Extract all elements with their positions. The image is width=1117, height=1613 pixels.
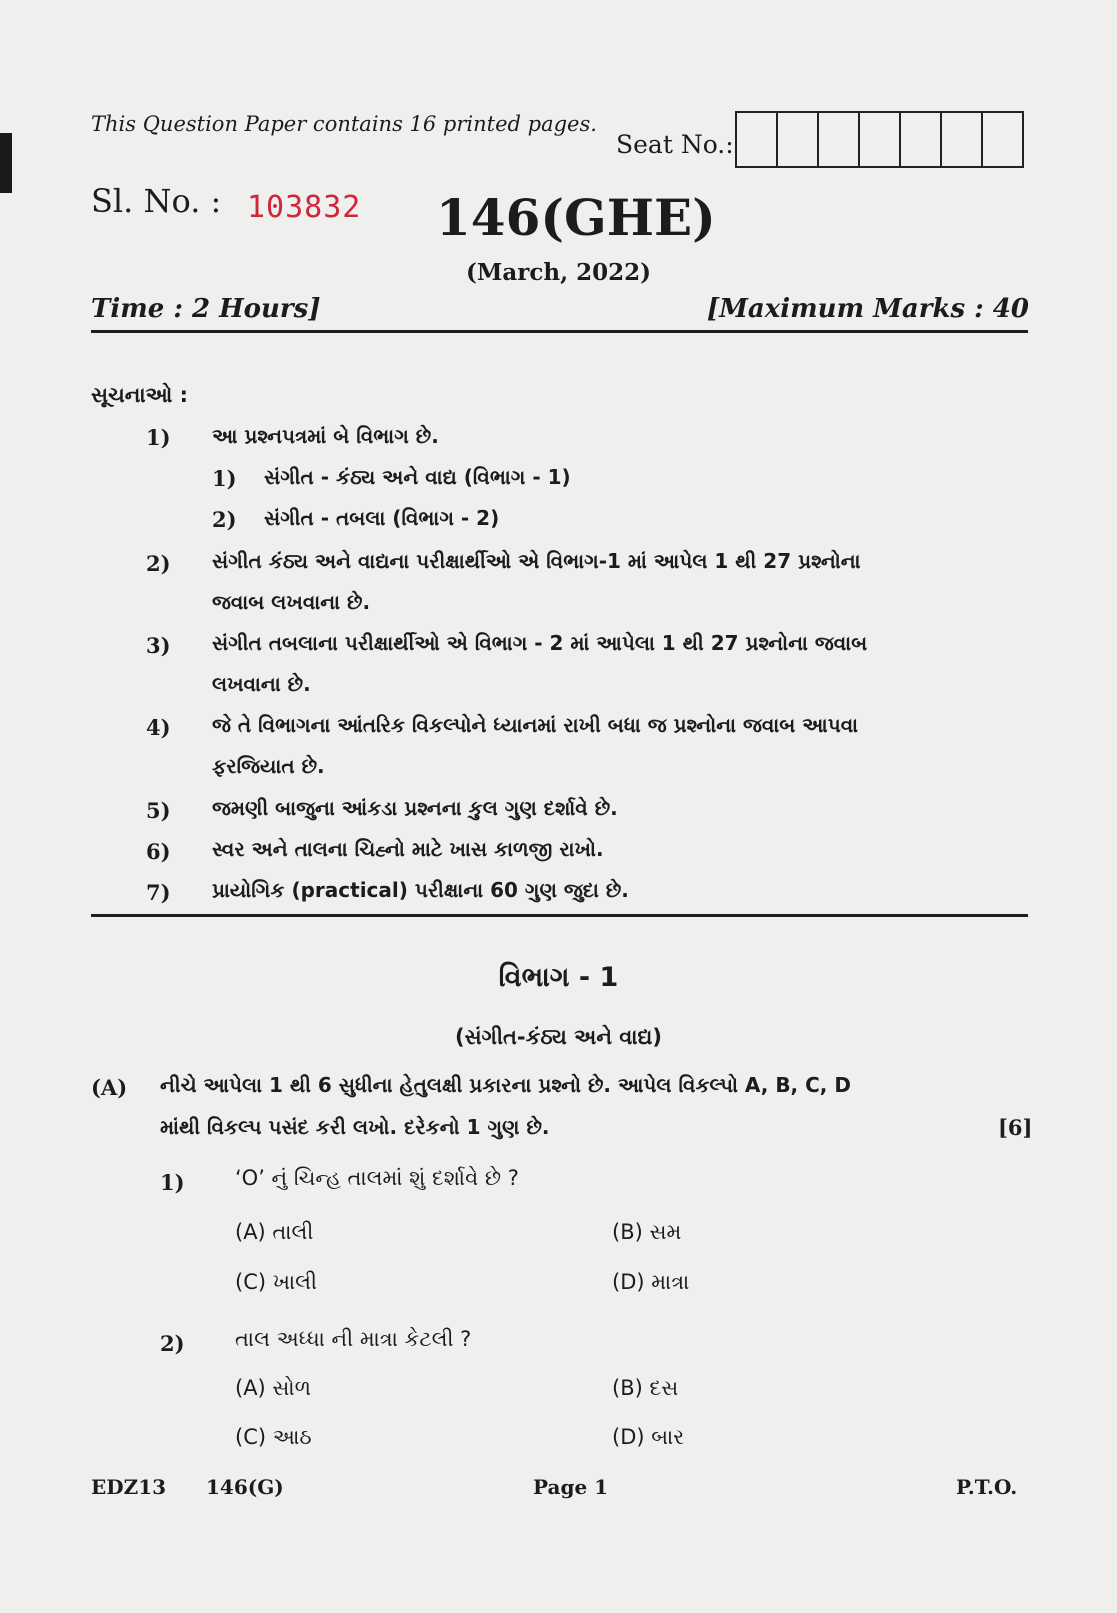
option-b: (B) દસ	[612, 1376, 679, 1400]
header-divider	[91, 330, 1028, 333]
exam-date: (March, 2022)	[466, 259, 651, 286]
instruction-number: 5)	[146, 798, 171, 823]
instruction-sub-number: 2)	[212, 507, 237, 532]
seat-number-boxes[interactable]	[735, 111, 1024, 168]
instruction-text-continued: લખવાના છે.	[212, 672, 311, 696]
instruction-number: 2)	[146, 551, 171, 576]
scan-edge-mark	[0, 133, 12, 193]
option-b: (B) સમ	[612, 1220, 682, 1244]
instruction-text-continued: જવાબ લખવાના છે.	[212, 590, 371, 614]
seat-digit-box[interactable]	[899, 113, 940, 166]
question-text: તાલ અધ્ધા ની માત્રા કેટલી ?	[235, 1327, 472, 1351]
part-instruction: નીચે આપેલા 1 થી 6 સુધીના હેતુલક્ષી પ્રકારના પ્રશ્નો છે. આપેલ વિકલ્પો A, B, C, D	[160, 1073, 851, 1097]
instructions-divider	[91, 914, 1028, 917]
option-c: (C) આઠ	[235, 1425, 312, 1449]
question-text: ‘O’ નું ચિન્હ તાલમાં શું દર્શાવે છે ?	[235, 1166, 519, 1190]
footer-code: EDZ13	[91, 1475, 167, 1499]
option-d: (D) બાર	[612, 1425, 685, 1449]
seat-digit-box[interactable]	[981, 113, 1022, 166]
instruction-number: 7)	[146, 880, 171, 905]
maximum-marks: [Maximum Marks : 40	[706, 294, 1029, 324]
section-subtitle: (સંગીત-કંઠ્ય અને વાદ્ય)	[455, 1025, 662, 1049]
instruction-sub-text: સંગીત - કંઠ્ય અને વાદ્ય (વિભાગ - 1)	[264, 465, 571, 489]
instruction-text: સ્વર અને તાલના ચિહ્નો માટે ખાસ કાળજી રાખો.	[212, 837, 604, 861]
seat-digit-box[interactable]	[817, 113, 858, 166]
question-number: 2)	[160, 1331, 185, 1356]
part-label: (A)	[91, 1075, 128, 1100]
instruction-number: 6)	[146, 839, 171, 864]
instruction-text: પ્રાયોગિક (practical) પરીક્ષાના 60 ગુણ જુદા છે.	[212, 878, 629, 902]
footer-page-number: Page 1	[533, 1475, 609, 1499]
instruction-text: જે તે વિભાગના આંતરિક વિકલ્પોને ધ્યાનમાં રાખી બધા જ પ્રશ્નોના જવાબ આપવા	[212, 713, 859, 737]
instruction-text: સંગીત કંઠ્ય અને વાદ્યના પરીક્ષાર્થીઓ એ વિભાગ-1 માં આપેલ 1 થી 27 પ્રશ્નોના	[212, 549, 861, 573]
instruction-number: 3)	[146, 633, 171, 658]
footer-pto: P.T.O.	[956, 1475, 1018, 1499]
section-title: વિભાગ - 1	[498, 962, 619, 993]
exam-duration: Time : 2 Hours]	[91, 294, 321, 324]
serial-number-value: 103832	[247, 190, 362, 225]
option-d: (D) માત્રા	[612, 1270, 690, 1294]
footer-paper-code: 146(G)	[206, 1475, 284, 1499]
option-a: (A) તાલી	[235, 1220, 314, 1244]
option-a: (A) સોળ	[235, 1376, 312, 1400]
question-number: 1)	[160, 1170, 185, 1195]
instruction-text: જમણી બાજુના આંકડા પ્રશ્નના કુલ ગુણ દર્શાવે છે.	[212, 796, 618, 820]
seat-digit-box[interactable]	[858, 113, 899, 166]
seat-number-label: Seat No.:	[616, 130, 734, 159]
seat-digit-box[interactable]	[940, 113, 981, 166]
instruction-text: સંગીત તબલાના પરીક્ષાર્થીઓ એ વિભાગ - 2 માં આપેલા 1 થી 27 પ્રશ્નોના જવાબ	[212, 631, 868, 655]
option-c: (C) ખાલી	[235, 1270, 318, 1294]
instruction-text: આ પ્રશ્નપત્રમાં બે વિભાગ છે.	[212, 424, 439, 448]
part-instruction-continued: માંથી વિકલ્પ પસંદ કરી લખો. દરેકનો 1 ગુણ છે.	[160, 1115, 550, 1139]
instruction-number: 1)	[146, 425, 171, 450]
part-marks: [6]	[998, 1115, 1033, 1140]
paper-code: 146(GHE)	[436, 188, 716, 247]
instruction-number: 4)	[146, 715, 171, 740]
seat-digit-box[interactable]	[776, 113, 817, 166]
instruction-sub-text: સંગીત - તબલા (વિભાગ - 2)	[264, 506, 500, 530]
seat-digit-box[interactable]	[737, 113, 776, 166]
serial-number-label: Sl. No. :	[91, 182, 222, 220]
printed-pages-note: This Question Paper contains 16 printed pages.	[91, 112, 597, 136]
instructions-title: સૂચનાઓ :	[91, 383, 189, 407]
instruction-text-continued: ફરજિયાત છે.	[212, 754, 325, 778]
instruction-sub-number: 1)	[212, 466, 237, 491]
